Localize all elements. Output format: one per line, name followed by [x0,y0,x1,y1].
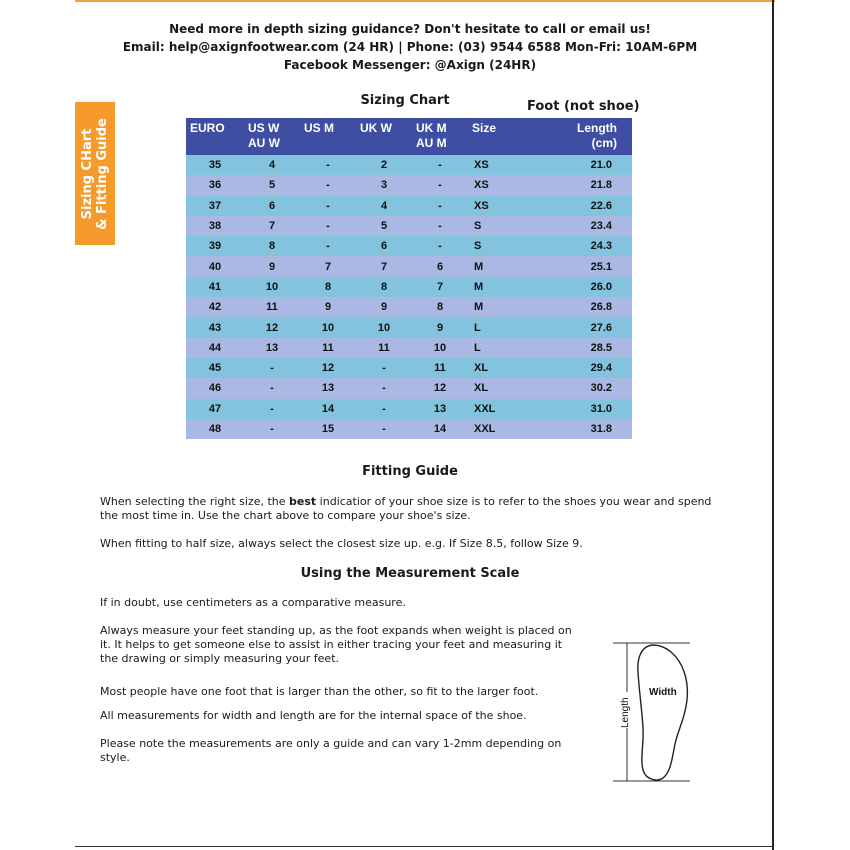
cell-us-w: - [244,399,300,419]
side-tab [75,102,115,245]
cell-us-w: 7 [244,216,300,236]
length-label: Length [620,697,631,728]
cell-euro: 45 [186,358,244,378]
table-row [186,277,632,297]
cell-length: 30.2 [536,378,632,398]
cell-us-w: 13 [244,338,300,358]
header-us-m: US M [300,118,356,155]
cell-euro: 38 [186,216,244,236]
cell-us-w: 4 [244,155,300,175]
table-row [186,399,632,419]
cell-uk-m: 12 [412,378,468,398]
cell-us-m: 11 [300,338,356,358]
cell-euro: 35 [186,155,244,175]
cell-length: 27.6 [536,317,632,337]
cell-size: XL [468,358,536,378]
measure-paragraph-guide-only: Please note the measurements are only a guide and can vary 1-2mm depending on style. [100,737,562,764]
table-row [186,155,632,175]
cell-uk-m: - [412,216,468,236]
table-row [186,236,632,256]
cell-uk-m: 13 [412,399,468,419]
cell-us-m: 15 [300,419,356,439]
cell-length: 24.3 [536,236,632,256]
cell-uk-w: 7 [356,256,412,276]
cell-uk-m: 6 [412,256,468,276]
header-uk-m: UK M AU M [412,118,468,155]
table-row [186,419,632,439]
cell-uk-m: 9 [412,317,468,337]
cell-size: L [468,317,536,337]
cell-uk-w: 10 [356,317,412,337]
measure-paragraph-internal-space: All measurements for width and length are for the internal space of the shoe. [100,709,527,722]
cell-us-m: - [300,196,356,216]
cell-uk-w: - [356,399,412,419]
side-tab-label [80,118,110,230]
table-row [186,378,632,398]
cell-size: S [468,216,536,236]
measurement-scale-title: Using the Measurement Scale [300,566,520,581]
cell-us-w: 6 [244,196,300,216]
cell-size: L [468,338,536,358]
cell-uk-m: 14 [412,419,468,439]
table-row [186,338,632,358]
cell-size: XS [468,175,536,195]
cell-length: 29.4 [536,358,632,378]
cell-us-m: 9 [300,297,356,317]
header-us-w: US W AU W [244,118,300,155]
cell-us-m: - [300,216,356,236]
cell-length: 26.0 [536,277,632,297]
cell-uk-w: 3 [356,175,412,195]
measure-paragraph-larger-foot: Most people have one foot that is larger than the other, so fit to the larger foot. [100,685,539,698]
cell-size: XS [468,155,536,175]
cell-us-w: - [244,358,300,378]
sizing-table [186,118,632,439]
cell-us-m: 10 [300,317,356,337]
foot-measurement-figure [605,640,705,785]
table-header-row [186,118,632,155]
cell-size: M [468,297,536,317]
cell-euro: 36 [186,175,244,195]
cell-euro: 48 [186,419,244,439]
cell-euro: 42 [186,297,244,317]
cell-uk-m: - [412,236,468,256]
cell-uk-w: 9 [356,297,412,317]
cell-size: XS [468,196,536,216]
cell-uk-m: - [412,175,468,195]
cell-size: XXL [468,399,536,419]
cell-us-w: 5 [244,175,300,195]
cell-uk-w: 5 [356,216,412,236]
cell-size: M [468,256,536,276]
table-row [186,358,632,378]
page-bottom-rule [75,846,774,847]
cell-us-m: 13 [300,378,356,398]
cell-us-m: 14 [300,399,356,419]
table-row [186,216,632,236]
table-row [186,196,632,216]
cell-length: 23.4 [536,216,632,236]
cell-euro: 43 [186,317,244,337]
cell-us-w: - [244,378,300,398]
cell-length: 26.8 [536,297,632,317]
cell-length: 21.8 [536,175,632,195]
contact-block [110,20,710,74]
cell-euro: 46 [186,378,244,398]
cell-size: M [468,277,536,297]
cell-uk-w: 4 [356,196,412,216]
table-row [186,317,632,337]
cell-length: 21.0 [536,155,632,175]
cell-length: 31.0 [536,399,632,419]
cell-uk-w: 6 [356,236,412,256]
cell-size: XXL [468,419,536,439]
cell-uk-w: 11 [356,338,412,358]
cell-us-m: 12 [300,358,356,378]
cell-euro: 39 [186,236,244,256]
side-tab-line2: & Fitting Guide [95,118,110,230]
width-label: Width [649,687,677,698]
header-euro: EURO [186,118,244,155]
cell-euro: 47 [186,399,244,419]
page-top-rule [75,0,775,2]
cell-length: 25.1 [536,256,632,276]
cell-euro: 37 [186,196,244,216]
cell-length: 28.5 [536,338,632,358]
cell-length: 31.8 [536,419,632,439]
cell-us-w: 10 [244,277,300,297]
cell-us-w: 11 [244,297,300,317]
sizing-chart-title: Sizing Chart [360,93,450,108]
cell-us-w: 8 [244,236,300,256]
cell-euro: 44 [186,338,244,358]
cell-uk-w: 2 [356,155,412,175]
cell-uk-m: - [412,196,468,216]
cell-us-w: - [244,419,300,439]
table-row [186,175,632,195]
cell-us-m: - [300,175,356,195]
cell-us-m: 8 [300,277,356,297]
side-tab-line1: Sizing CHart [80,128,95,220]
cell-euro: 40 [186,256,244,276]
cell-euro: 41 [186,277,244,297]
cell-uk-m: 10 [412,338,468,358]
measure-paragraph-standing: Always measure your feet standing up, as the foot expands when weight is placed on it. It helps to get someone else to assist in either tracing your feet and measuring it the drawing or simply measuring your feet. [100,624,572,665]
cell-uk-w: - [356,378,412,398]
contact-line-guidance: Need more in depth sizing guidance? Don't hesitate to call or email us! [169,22,651,36]
header-size: Size [468,118,536,155]
cell-us-w: 12 [244,317,300,337]
contact-line-messenger: Facebook Messenger: @Axign (24HR) [283,58,537,72]
cell-us-m: - [300,155,356,175]
cell-us-w: 9 [244,256,300,276]
foot-outline-drawing [605,640,705,785]
fitting-paragraph-best-indicator: When selecting the right size, the best indicatior of your shoe size is to refer to the shoes you wear and spend the most time in. Use the chart above to compare your shoe's size. [100,495,712,522]
table-row [186,256,632,276]
cell-uk-m: - [412,155,468,175]
header-uk-w: UK W [356,118,412,155]
cell-us-m: - [300,236,356,256]
cell-uk-m: 11 [412,358,468,378]
cell-uk-w: 8 [356,277,412,297]
page-right-rule [772,0,774,850]
cell-uk-w: - [356,419,412,439]
fitting-guide-title: Fitting Guide [362,464,458,479]
contact-line-email-phone: Email: help@axignfootwear.com (24 HR) | Phone: (03) 9544 6588 Mon-Fri: 10AM-6PM [122,40,698,54]
header-length: Length (cm) [536,118,632,155]
cell-uk-m: 8 [412,297,468,317]
cell-uk-w: - [356,358,412,378]
cell-length: 22.6 [536,196,632,216]
measure-paragraph-centimeters: If in doubt, use centimeters as a comparative measure. [100,596,406,609]
cell-us-m: 7 [300,256,356,276]
cell-size: S [468,236,536,256]
table-row [186,297,632,317]
fitting-paragraph-half-size: When fitting to half size, always select the closest size up. e.g. If Size 8.5, follow Size 9. [100,537,583,550]
foot-not-shoe-note: Foot (not shoe) [527,99,640,114]
cell-uk-m: 7 [412,277,468,297]
cell-size: XL [468,378,536,398]
